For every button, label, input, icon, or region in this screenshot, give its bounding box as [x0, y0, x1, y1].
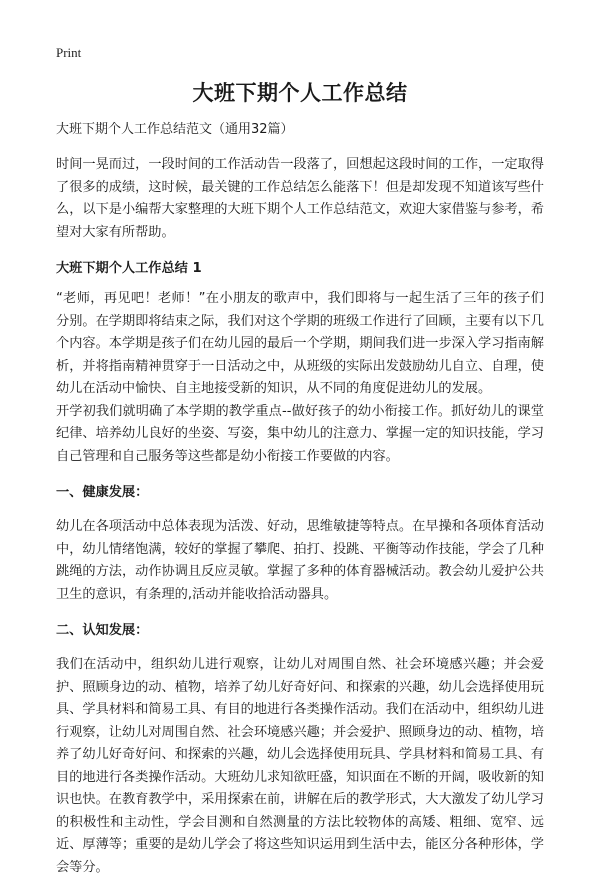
cognition-heading: 二、认知发展： — [56, 623, 149, 638]
section-1-paragraph-2: 开学初我们就明确了本学期的教学重点--做好孩子的幼小衔接工作。抓好幼儿的课堂纪律、培养幼儿良好的坐姿、写姿，集中幼儿的注意力、掌握一定的知识技能，学习自己管理和自己服务等这些都是幼小衔接工作要做的内容。 — [56, 403, 544, 464]
document-subtitle: 大班下期个人工作总结范文（通用32篇） — [56, 122, 294, 137]
health-heading: 一、健康发展： — [56, 485, 149, 500]
section-1-paragraph-1: “老师，再见吧！老师！”在小朋友的歌声中，我们即将与一起生活了三年的孩子们分别。在学期即将结束之际，我们对这个学期的班级工作进行了回顾，主要有以下几个内容。本学期是孩子们在幼儿园的最后一个学期，期间我们进一步深入学习指南解析，并将指南精神贯穿于一日活动之中，从班级的实际出发鼓励幼儿自立、自理，使幼儿在活动中愉快、自主地接受新的知识，从不同的角度促进幼儿的发展。 — [56, 291, 544, 396]
section-1-heading: 大班下期个人工作总结 1 — [56, 261, 202, 276]
print-link[interactable]: Print — [56, 45, 82, 60]
cognition-paragraph: 我们在活动中，组织幼儿进行观察，让幼儿对周围自然、社会环境感兴趣；并会爱护、照顾身边的动、植物，培养了幼儿好奇好问、和探索的兴趣，幼儿会选择使用玩具、学具材料和简易工具、有目的地进行各类操作活动。我们在活动中，组织幼儿进行观察，让幼儿对周围自然、社会环境感兴趣；并会爱护、照顾身边的动、植物，培养了幼儿好奇好问、和探索的兴趣，幼儿会选择使用玩具、学具材料和简易工具、有目的地进行各类操作活动。大班幼儿求知欲旺盛，知识面在不断的开阔，吸收新的知识也快。在教育教学中，采用探索在前，讲解在后的教学形式，大大激发了幼儿学习的积极性和主动性，学会目测和自然测量的方法比较物体的高矮、粗细、宽窄、远近、厚薄等；重要的是幼儿学会了将这些知识运用到生活中去，能区分各种形体，学会等分。 — [56, 657, 544, 875]
document-title: 大班下期个人工作总结 — [192, 81, 408, 105]
intro-paragraph: 时间一晃而过，一段时间的工作活动告一段落了，回想起这段时间的工作，一定取得了很多的成绩，这时候，最关键的工作总结怎么能落下！但是却发现不知道该写些什么，以下是小编帮大家整理的大班下期个人工作总结范文，欢迎大家借鉴与参考，希望对大家有所帮助。 — [56, 157, 544, 240]
health-paragraph: 幼儿在各项活动中总体表现为活泼、好动，思维敏捷等特点。在早操和各项体育活动中，幼儿情绪饱满，较好的掌握了攀爬、拍打、投跳、平衡等动作技能，学会了几种跳绳的方法，动作协调且反应灵敏。掌握了多种的体育器械活动。教会幼儿爱护公共卫生的意识，有条理的,活动并能收拾活动器具。 — [56, 519, 544, 602]
